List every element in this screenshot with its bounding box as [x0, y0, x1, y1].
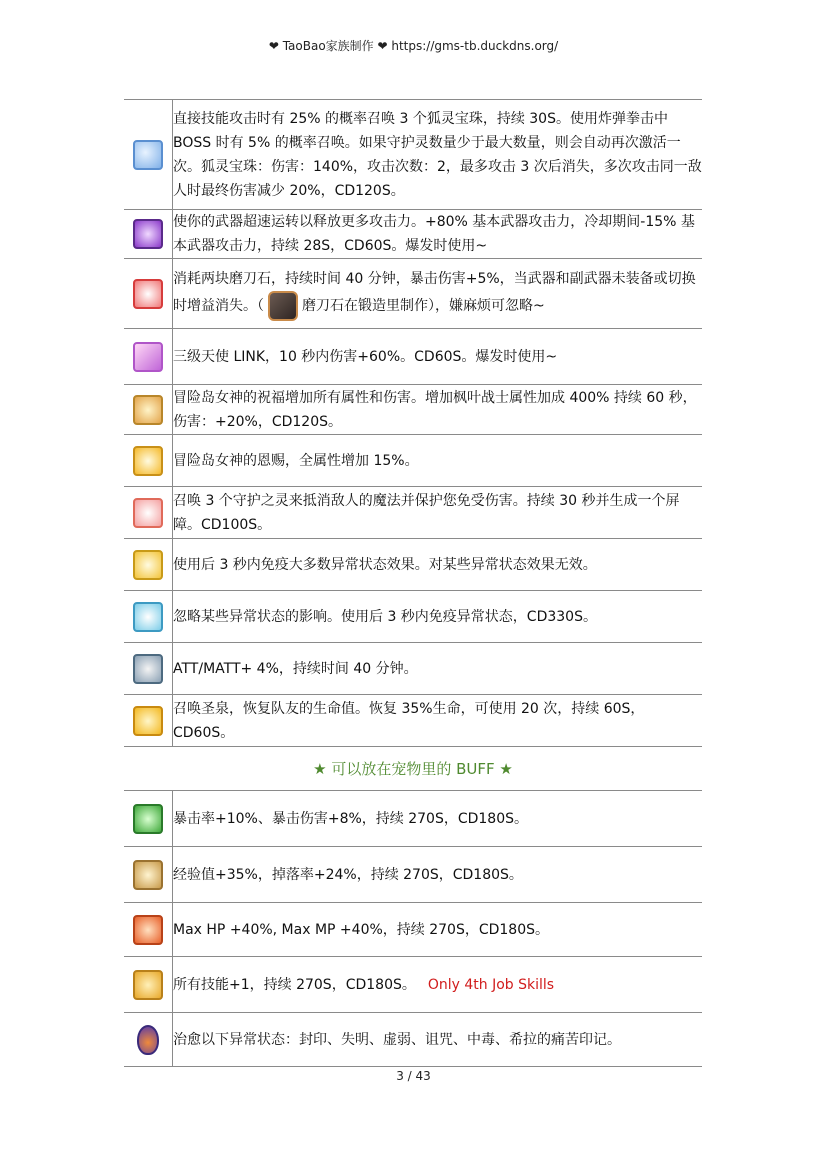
fox-orb-icon: [133, 140, 163, 170]
holy-fountain-icon: [133, 706, 163, 736]
goddess-grace-icon: [133, 446, 163, 476]
description-text: 直接技能攻击时有 25% 的概率召唤 3 个狐灵宝珠，持续 30S。使用炸弹拳击中 BOSS 时有 5% 的概率召唤。如果守护灵数量少于最大数量，则会自动再次激活一次。狐灵宝珠：伤害：140%，攻击次数：2，最多攻击 3 次后消失，多次攻击同一敌人时最终伤害减少 20%，CD120S。: [173, 110, 702, 199]
skill-description: [173, 643, 703, 695]
skill-icon-cell: [124, 487, 173, 539]
skill-icon-cell: [124, 329, 173, 385]
description-text: 冒险岛女神的恩赐，全属性增加 15%。: [173, 452, 419, 469]
skill-description: [173, 695, 703, 747]
skill-icon-cell: [124, 385, 173, 435]
skill-icon-cell: [124, 903, 173, 957]
skill-description: [173, 591, 703, 643]
skill-description: [173, 539, 703, 591]
exp-drop-icon: [133, 860, 163, 890]
skill-row: [124, 539, 702, 591]
skill-icon-cell: [124, 791, 173, 847]
skill-icon-cell: [124, 259, 173, 329]
skull-weapon-icon: [133, 219, 163, 249]
att-buff-icon: [133, 654, 163, 684]
description-text: 使用后 3 秒内免疫大多数异常状态效果。对某些异常状态效果无效。: [173, 556, 597, 573]
skill-description: [173, 791, 703, 847]
description-text: 使你的武器超速运转以释放更多攻击力。+80% 基本武器攻击力，冷却期间-15% 基本武器攻击力，持续 28S，CD60S。爆发时使用~: [173, 214, 695, 254]
skill-table: [124, 99, 702, 1067]
pet-buff-row: [124, 791, 702, 847]
page-header: ❤ TaoBao家族制作 ❤ https://gms-tb.duckdns.org/: [268, 39, 559, 53]
skill-row: [124, 210, 702, 259]
skill-icon-cell: [124, 695, 173, 747]
skill-description: [173, 210, 703, 259]
description-text: 所有技能+1，持续 270S，CD180S。: [173, 976, 416, 993]
angel-link-icon: [133, 342, 163, 372]
description-text: 召唤 3 个守护之灵来抵消敌人的魔法并保护您免受伤害。持续 30 秒并生成一个屏障。CD100S。: [173, 492, 680, 533]
description-text: 经验值+35%，掉落率+24%，持续 270S，CD180S。: [173, 866, 523, 883]
skill-row: [124, 385, 702, 435]
skill-row: [124, 487, 702, 539]
skill-icon-cell: [124, 1013, 173, 1067]
pet-buff-row: [124, 1013, 702, 1067]
skill-row: [124, 100, 702, 210]
description-text: Max HP +40%, Max MP +40%，持续 270S，CD180S。: [173, 921, 549, 938]
description-text: 暴击率+10%、暴击伤害+8%，持续 270S，CD180S。: [173, 810, 529, 827]
skill-icon-cell: [124, 100, 173, 210]
skill-level-icon: [133, 970, 163, 1000]
guardian-spirit-icon: [133, 498, 163, 528]
skill-description: [173, 903, 703, 957]
skill-description: [173, 1013, 703, 1067]
description-text: 忽略某些异常状态的影响。使用后 3 秒内免疫异常状态，CD330S。: [173, 608, 597, 625]
skill-row: [124, 435, 702, 487]
skill-row: [124, 329, 702, 385]
skill-description: [173, 385, 703, 435]
whetstone-icon: [133, 279, 163, 309]
immunity-icon: [133, 550, 163, 580]
whetstone-item-icon: [268, 291, 298, 321]
skill-icon-cell: [124, 847, 173, 903]
hp-mp-icon: [133, 915, 163, 945]
pet-buff-row: [124, 957, 702, 1013]
skill-description: [173, 957, 703, 1013]
description-text: 治愈以下异常状态：封印、失明、虚弱、诅咒、中毒、希拉的痛苦印记。: [173, 1031, 621, 1048]
skill-description: [173, 847, 703, 903]
goddess-blessing-icon: [133, 395, 163, 425]
pet-buff-row: [124, 903, 702, 957]
skill-icon-cell: [124, 435, 173, 487]
description-text: 冒险岛女神的祝福增加所有属性和伤害。增加枫叶战士属性加成 400% 持续 60 秒，伤害：+20%，CD120S。: [173, 389, 697, 430]
crit-buff-icon: [133, 804, 163, 834]
skill-description: [173, 329, 703, 385]
pet-buff-section: [124, 747, 702, 791]
skill-description: [173, 435, 703, 487]
potion-icon: [137, 1025, 159, 1055]
page-number: 3 / 43: [396, 1069, 431, 1083]
skill-row: [124, 591, 702, 643]
description-text: 三级天使 LINK，10 秒内伤害+60%。CD60S。爆发时使用~: [173, 348, 558, 365]
ice-immunity-icon: [133, 602, 163, 632]
description-text: ATT/MATT+ 4%，持续时间 40 分钟。: [173, 660, 418, 677]
description-text: 磨刀石在锻造里制作），嫌麻烦可忽略~: [302, 297, 545, 314]
skill-icon-cell: [124, 957, 173, 1013]
skill-icon-cell: [124, 591, 173, 643]
description-text: 召唤圣泉，恢复队友的生命值。恢复 35%生命，可使用 20 次，持续 60S，CD60S。: [173, 700, 645, 741]
skill-description: [173, 259, 703, 329]
skill-icon-cell: [124, 643, 173, 695]
skill-row: [124, 643, 702, 695]
job-skill-note: Only 4th Job Skills: [427, 976, 555, 993]
skill-row: [124, 695, 702, 747]
section-title: ★ 可以放在宠物里的 BUFF ★: [124, 747, 702, 791]
skill-icon-cell: [124, 539, 173, 591]
pet-buff-row: [124, 847, 702, 903]
skill-description: [173, 487, 703, 539]
skill-row: [124, 259, 702, 329]
description-text: 消耗两块磨刀石，持续时间 40 分钟，暴击伤害+5%，当武器和副武器未装备或切换时增益消失。（: [173, 270, 696, 314]
skill-icon-cell: [124, 210, 173, 259]
skill-description: [173, 100, 703, 210]
